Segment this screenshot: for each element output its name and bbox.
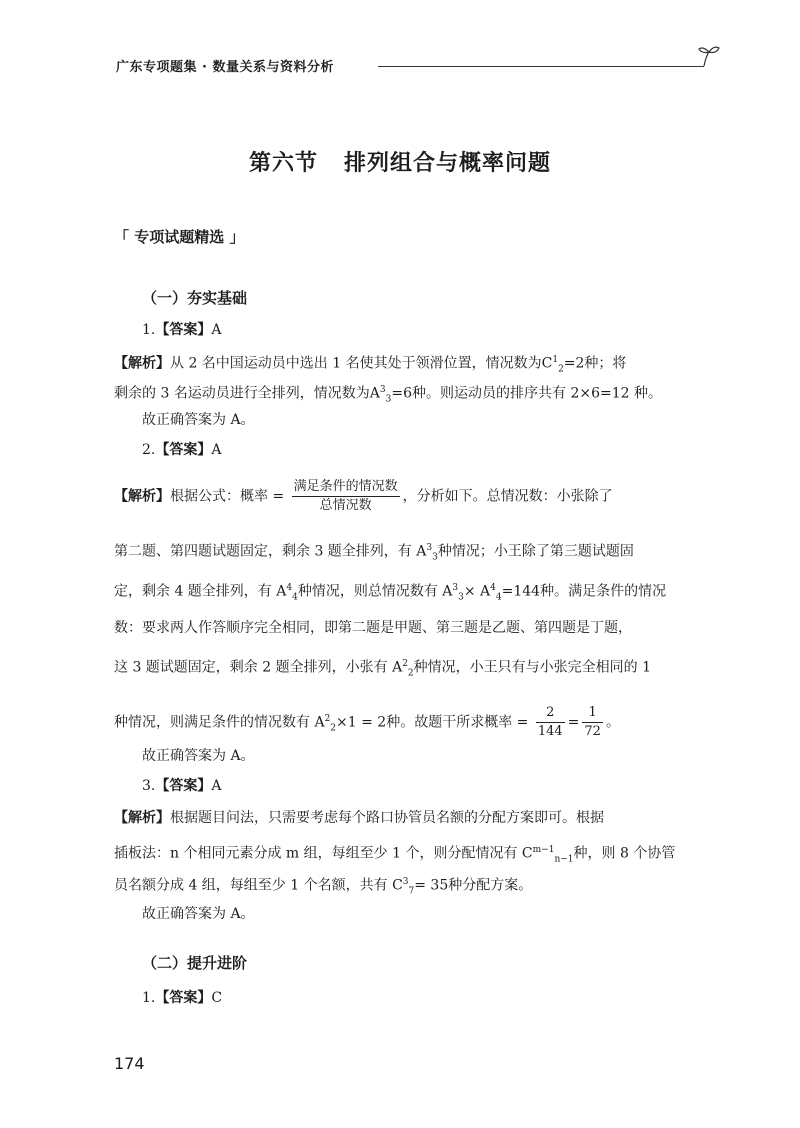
probability-fraction-1: $\frac{2}{144}$ bbox=[537, 705, 563, 739]
q2-analysis-line-2: 第二题、第四题试题固定，剩余 3 题全排列，有 $A^3_3$种情况；小王除了第三题试题固 bbox=[114, 543, 634, 563]
header-rule bbox=[378, 66, 704, 67]
q4-answer: C bbox=[211, 990, 223, 1006]
selected-questions-heading: 「 专项试题精选 」 bbox=[114, 228, 245, 246]
header-title: 广东专项题集 · 数量关系与资料分析 bbox=[116, 60, 334, 75]
q2-analysis-line-1: 【解析】根据公式：概率 = $\frac{\text{满足条件的情况数}}{\text{总情况数}}$ ，分析如下。总情况数：小张除了 bbox=[114, 479, 613, 513]
q4-answer-line: 1.【答案】C bbox=[142, 990, 223, 1006]
q3-answer-line: 3.【答案】A bbox=[142, 778, 222, 794]
section-number: 第六节 bbox=[248, 151, 318, 176]
q2-conclusion: 故正确答案为 A。 bbox=[142, 748, 255, 764]
q3-conclusion: 故正确答案为 A。 bbox=[142, 906, 255, 922]
q1-analysis-line-1: 【解析】从 2 名中国运动员中选出 1 名使其处于领滑位置，情况数为$C^1_2=2$种；将 bbox=[114, 355, 627, 375]
q3-analysis-line-3: 员名额分成 4 组，每组至少 1 个名额，共有 $C^3_7= 35$种分配方案。 bbox=[114, 877, 533, 897]
analysis-label: 【解析】 bbox=[114, 355, 170, 372]
q2-answer: A bbox=[211, 442, 222, 458]
q1-answer: A bbox=[211, 322, 222, 338]
q2-analysis-line-4: 数：要求两人作答顺序完全相同，即第二题是甲题、第三题是乙题、第四题是丁题， bbox=[114, 620, 632, 636]
q1-conclusion: 故正确答案为 A。 bbox=[142, 412, 255, 428]
subsection-advanced-heading: （二）提升进阶 bbox=[142, 954, 248, 972]
q2-analysis-line-5: 这 3 题试题固定，剩余 2 题全排列，小张有 $A^2_2$种情况，小王只有与小张完全相同的 1 bbox=[114, 659, 652, 679]
probability-formula-fraction: $\frac{\text{满足条件的情况数}}{\text{总情况数}}$ bbox=[293, 479, 398, 513]
answer-label: 【答案】 bbox=[155, 322, 212, 338]
section-name: 排列组合与概率问题 bbox=[344, 151, 552, 176]
q3-analysis-line-1: 【解析】根据题目问法，只需要考虑每个路口协管员名额的分配方案即可。根据 bbox=[114, 810, 604, 826]
running-header bbox=[116, 50, 716, 80]
subsection-basic-heading: （一）夯实基础 bbox=[142, 289, 248, 307]
q1-answer-line: 1.【答案】A bbox=[142, 322, 222, 338]
q2-analysis-line-6: 种情况，则满足条件的情况数有 $A^2_2\times 1 = 2$种。故题干所求概率 = $\frac{2}{144}$ = $\frac{1}{72}$ 。 bbox=[114, 705, 620, 739]
q3-analysis-line-2: 插板法：n 个相同元素分成 m 组，每组至少 1 个，则分配情况有 $C^{m-1}_{n-1}$种，则 8 个协管 bbox=[114, 845, 676, 865]
q2-analysis-line-3: 定，剩余 4 题全排列，有 $A^4_4$种情况，则总情况数有 $A^3_3\times A^4_4=144$种。满足条件的情况 bbox=[114, 583, 667, 603]
q1-analysis-line-2: 剩余的 3 名运动员进行全排列，情况数为$A^3_3=6$种。则运动员的排序共有 2×6=12 种。 bbox=[114, 385, 663, 405]
section-title bbox=[0, 146, 800, 177]
q3-answer: A bbox=[211, 778, 222, 794]
q2-answer-line: 2.【答案】A bbox=[142, 442, 222, 458]
sprout-icon bbox=[696, 44, 722, 74]
page-number: 174 bbox=[114, 1054, 145, 1073]
probability-fraction-2: $\frac{1}{72}$ bbox=[584, 705, 601, 739]
